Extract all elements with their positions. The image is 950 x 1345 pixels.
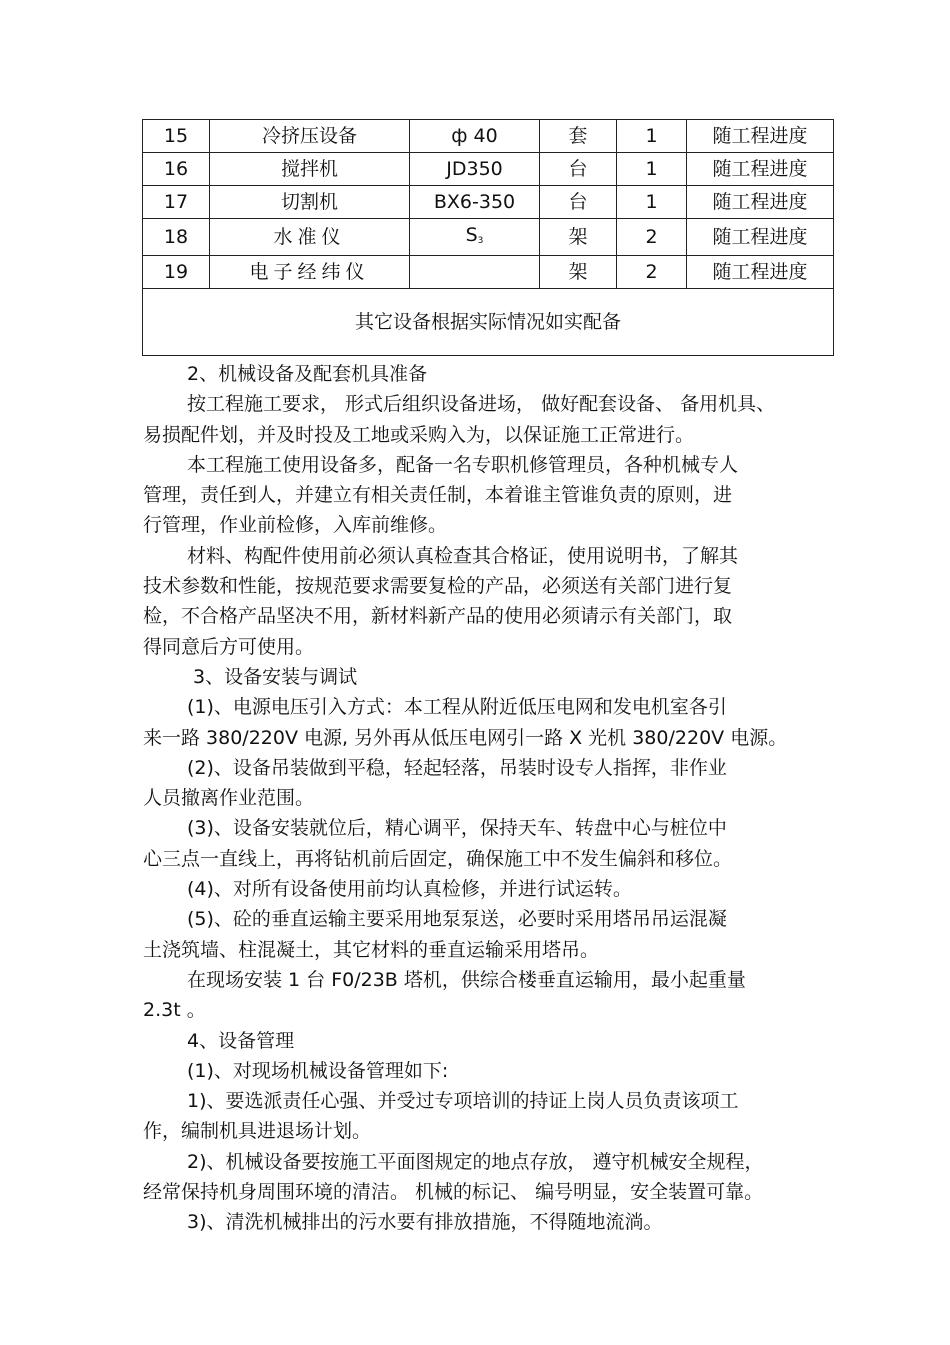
paragraph-line: 易损配件划，并及时投及工地或采购入为，以保证施工正常进行。 [143, 423, 695, 446]
paragraph-line: 技术参数和性能，按规范要求需要复检的产品，必须送有关部门进行复 [143, 575, 733, 598]
paragraph-line: 1)、要选派责任心强、并受过专项培训的持证上岗人员负责该项工 [187, 1090, 739, 1113]
paragraph-line: 按工程施工要求， 形式后组织设备进场， 做好配套设备、 备用机具、 [187, 393, 776, 416]
paragraph-line: 材料、构配件使用前必须认真检查其合格证，使用说明书，了解其 [187, 544, 739, 567]
row-number: 18 [143, 219, 210, 256]
equipment-spec: ф 40 [410, 120, 540, 153]
paragraph-line: 心三点一直线上，再将钻机前后固定，确保施工中不发生偏斜和移位。 [143, 847, 733, 870]
spec-main: S [465, 224, 478, 246]
paragraph-line: (3)、设备安装就位后，精心调平，保持天车、转盘中心与桩位中 [187, 817, 727, 840]
equipment-name: 水准仪 [210, 219, 410, 256]
entry-time: 随工程进度 [687, 256, 834, 289]
table-row [143, 120, 834, 153]
entry-time: 随工程进度 [687, 120, 834, 153]
paragraph-line: 来一路 380/220V 电源, 另外再从低压电网引一路 X 光机 380/220V 电源。 [143, 726, 788, 749]
paragraph-line: 检，不合格产品坚决不用，新材料新产品的使用必须请示有关部门，取 [143, 605, 733, 628]
equipment-name: 冷挤压设备 [210, 120, 410, 153]
paragraph-line: 人员撤离作业范围。 [143, 787, 315, 810]
paragraph-line: 2.3t 。 [143, 999, 206, 1022]
entry-time: 随工程进度 [687, 219, 834, 256]
section-heading: 4、设备管理 [187, 1029, 295, 1052]
section-heading: 3、设备安装与调试 [193, 665, 358, 688]
equipment-unit: 架 [540, 256, 617, 289]
paragraph-line: 本工程施工使用设备多，配备一名专职机修管理员，各种机械专人 [187, 453, 739, 476]
row-number: 16 [143, 153, 210, 186]
paragraph-line: 行管理，作业前检修，入库前维修。 [143, 514, 448, 537]
table-note: 其它设备根据实际情况如实配备 [143, 289, 834, 356]
entry-time: 随工程进度 [687, 186, 834, 219]
equipment-spec [410, 256, 540, 289]
paragraph-line: 3)、清洗机械排出的污水要有排放措施，不得随地流淌。 [187, 1211, 663, 1234]
equipment-unit: 架 [540, 219, 617, 256]
paragraph-line: 在现场安装 1 台 F0/23B 塔机，供综合楼垂直运输用，最小起重量 [187, 968, 746, 991]
spec-subscript: 3 [477, 236, 484, 246]
equipment-qty: 1 [617, 153, 687, 186]
row-number: 15 [143, 120, 210, 153]
table-row [143, 186, 834, 219]
table-row [143, 153, 834, 186]
entry-time: 随工程进度 [687, 153, 834, 186]
equipment-spec: JD350 [410, 153, 540, 186]
table-row [143, 256, 834, 289]
equipment-spec [410, 219, 540, 256]
equipment-unit: 台 [540, 153, 617, 186]
paragraph-line: 经常保持机身周围环境的清洁。 机械的标记、 编号明显，安全装置可靠。 [143, 1181, 764, 1204]
equipment-qty: 1 [617, 186, 687, 219]
equipment-unit: 套 [540, 120, 617, 153]
equipment-unit: 台 [540, 186, 617, 219]
equipment-name: 切割机 [210, 186, 410, 219]
equipment-name: 电子经纬仪 [210, 256, 410, 289]
section-heading: 2、机械设备及配套机具准备 [187, 363, 428, 385]
paragraph-line: 2)、机械设备要按施工平面图规定的地点存放， 遵守机械安全规程， [187, 1150, 764, 1173]
body-text [143, 359, 843, 1238]
equipment-name: 搅拌机 [210, 153, 410, 186]
paragraph-line: 作，编制机具进退场计划。 [143, 1120, 372, 1143]
paragraph-line: 得同意后方可使用。 [143, 635, 315, 658]
paragraph-line: (5)、砼的垂直运输主要采用地泵泵送，必要时采用塔吊吊运混凝 [187, 908, 727, 931]
paragraph-line: 管理，责任到人，并建立有相关责任制，本着谁主管谁负责的原则，进 [143, 484, 733, 507]
equipment-qty: 1 [617, 120, 687, 153]
equipment-spec: BX6-350 [410, 186, 540, 219]
paragraph-line: 土浇筑墙、柱混凝土，其它材料的垂直运输采用塔吊。 [143, 938, 600, 961]
equipment-qty: 2 [617, 219, 687, 256]
paragraph-line: (2)、设备吊装做到平稳，轻起轻落，吊装时设专人指挥，非作业 [187, 756, 727, 779]
equipment-table [142, 119, 834, 356]
row-number: 17 [143, 186, 210, 219]
table-note-row [143, 289, 834, 356]
paragraph-line: (1)、对现场机械设备管理如下: [187, 1059, 449, 1082]
table-row [143, 219, 834, 256]
equipment-qty: 2 [617, 256, 687, 289]
paragraph-line: (1)、电源电压引入方式：本工程从附近低压电网和发电机室各引 [187, 696, 727, 719]
row-number: 19 [143, 256, 210, 289]
paragraph-line: (4)、对所有设备使用前均认真检修，并进行试运转。 [187, 878, 632, 901]
